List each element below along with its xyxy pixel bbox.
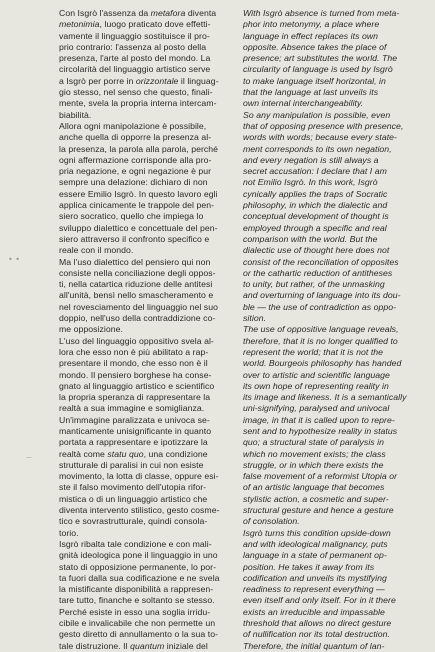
text-run: siero attraverso il confronto specifico e [59,233,210,244]
text-line [59,189,239,200]
text-line: philosophy, in which the dialectic and [243,200,388,211]
text-run: gnità ideologica pone il linguaggio in uno [59,550,218,561]
text-line [59,290,239,301]
text-run: sviluppo dialettico e concettuale del pen- [59,222,218,233]
text-line [59,618,239,629]
text-line: position. He takes it away from its [243,561,375,572]
text-line: So any manipulation is possible, even [243,109,391,120]
text-line: structural gesture and hence a gesture [243,505,394,516]
text-run: Perché esiste in esso una soglia irridu- [59,606,211,617]
text-run: presenza, l'arte al posto del mondo. La [59,53,211,64]
text-line [59,19,239,30]
italian-paragraph [59,8,239,121]
text-run: nel rovesciamento del linguaggio nel suo [59,301,218,312]
text-line: that of opposing presence with presence, [243,120,404,131]
text-line [59,223,239,234]
text-line [59,268,239,279]
text-line [59,98,239,109]
text-line [59,607,239,618]
italic-term: metafora [150,8,186,18]
text-line: readiness to represent everything — [243,584,385,595]
text-line [59,8,239,19]
text-run: realtà a sua immagine e somiglianza. [59,403,205,414]
italic-term: quantum [130,640,165,651]
text-run: anche quella di opporre la presenza al- [59,132,212,143]
text-line: quo; a structural state of paralysis in [243,437,385,448]
text-run: portata a rappresentare e ipotizzare la [59,437,208,448]
text-line: false movement of a reformist Utopia or [243,471,398,482]
text-line [59,629,239,640]
text-line: not Emilio Isgrò. In this work, Isgrò [243,177,378,188]
text-run: , una condizione [143,448,208,459]
text-run: me opposizione. [59,324,124,335]
text-run: gesto diretto di annullamento o la sua to- [59,629,219,640]
text-line [59,539,239,550]
italian-paragraph [59,539,239,652]
text-line: or the cathartic reduction of antitheses [243,267,393,278]
text-line [59,358,239,369]
text-line: words with words; because every state- [243,132,397,143]
text-line [59,110,239,121]
text-line [59,42,239,53]
english-paragraph [243,110,419,325]
text-line: and with ideological malignancy, puts [243,538,388,549]
text-line: over to artistic and scientific language [243,369,390,380]
english-text-column [243,8,419,652]
text-line [59,155,239,166]
text-line: consist of the reconciliation of opposites [243,256,399,267]
italian-paragraph [59,336,239,539]
text-line [59,200,239,211]
text-run: ogni affermazione corrisponde alla pro- [59,154,212,165]
text-line [59,516,239,527]
text-run: biabilità. [59,109,92,120]
text-line: sition. [243,313,267,324]
text-line: circularity of language is used by Isgrò [243,64,393,75]
text-run: il linguag- [178,75,219,86]
text-line: The use of oppositive language reveals, [243,324,399,335]
text-line: comparison with the world. But the [243,233,378,244]
text-run: mente, svela la propria interna intercam- [59,98,217,109]
text-line [59,324,239,335]
italic-term: orizzontale [135,75,179,86]
text-line [59,144,239,155]
text-run: stato di opposizione permanente, lo por- [59,561,217,572]
text-line: Therefore, the initial quantum of lan- [243,640,385,651]
text-line [59,471,239,482]
text-run: mistica o di un linguaggio artistico che [59,493,208,504]
text-line [59,87,239,98]
text-line: own internal interchangeability. [243,98,364,109]
text-run: Ma l'uso dialettico del pensiero qui non [59,256,211,267]
text-run: a Isgrò per porre in [59,75,136,86]
text-line: ble — the use of contradiction as oppo- [243,301,397,312]
margin-mark-small: — [26,454,32,461]
text-run: ste il falso movimento dell'utopia rifor- [59,482,207,493]
text-line: even itself and only itself. For in it there [243,595,396,606]
text-line [59,257,239,268]
text-line: uni-signifying, paralysed and univocal [243,403,390,414]
text-line [59,64,239,75]
text-run: presentare il mondo, che esso non è il [59,358,208,369]
text-run: torio. [59,527,79,538]
english-paragraph [243,8,419,110]
text-run: sempre una delazione: dichiaro di non [59,177,208,188]
text-run: L'uso del linguaggio oppositivo svela al- [59,335,214,346]
text-run: manticamente unisignificante in quanto [59,425,212,436]
text-line [59,234,239,245]
text-run: circolarità del linguaggio artistico serve [59,64,211,75]
text-run: , luogo praticato dove effetti- [99,19,211,30]
text-line [59,279,239,290]
text-line: struggle, or in which there exists the [243,459,384,470]
italic-term: statu quo [107,448,144,459]
text-line [59,76,239,87]
text-line [59,437,239,448]
text-line [59,347,239,358]
text-run: mondo. Il pensiero borghese ha conse- [59,369,212,380]
text-line [59,53,239,64]
text-run: la presenza, la parola alla parola, perché [59,143,219,154]
text-line [59,562,239,573]
text-line: presence; art substitutes the world. The [243,53,398,64]
italian-paragraph [59,257,239,336]
text-line: sent and to hypothesize reality in status [243,425,398,436]
text-line [59,211,239,222]
text-run: ta fuori dalla sua codificazione e ne svela [59,572,220,583]
text-run: lora che esso non è più abilitato a rap- [59,346,209,357]
text-line [59,121,239,132]
text-line: conceptual development of thought is [243,211,389,222]
text-run: Con Isgrò l'assenza da [59,8,151,18]
text-line: image, in that it is called upon to repre- [243,414,395,425]
text-run: tico e sovrastrutturale, quindi consola- [59,516,208,527]
text-run: iniziale del [164,640,208,651]
text-line: and every negation is still always a [243,154,379,165]
text-line: of nullification nor its total destruction. [243,629,391,640]
text-line: secret accusation: I declare that I am [243,166,387,177]
text-line [59,403,239,414]
text-line [59,245,239,256]
text-line [59,595,239,606]
text-run: applica cinicamente le trappole del pen- [59,200,215,211]
text-line [59,505,239,516]
text-run: essere Emilio Isgrò. In questo lavoro egli [59,188,218,199]
text-run: prio contrario: l'assenza al posto della [59,41,207,52]
text-line: Isgrò turns this condition upside-down [243,527,391,538]
text-run: Isgrò ribalta tale condizione e con mali- [59,538,212,549]
text-run: pria negazione, e ogni negazione è pur [59,166,212,177]
text-line [59,415,239,426]
text-line: cynically applies the traps of Socratic [243,188,388,199]
text-line [59,166,239,177]
text-run: Un'immagine paralizzata e univoca se- [59,414,210,425]
text-line: represent the world; that it is not the [243,346,384,357]
text-line [59,494,239,505]
english-paragraph [243,528,419,652]
text-line: dialectic use of thought here does not [243,245,390,256]
italian-text-column [59,8,239,652]
text-line: With Isgrò absence is turned from meta- [243,8,400,18]
text-run: consiste nella conciliazione degli oppos- [59,267,216,278]
text-line: threshold that allows no direct gesture [243,618,392,629]
text-run: tare tutto, finanche e soltanto se stesso. [59,595,215,606]
text-line: employed through a specific and real [243,222,387,233]
text-line: to make language itself horizontal, in [243,75,386,86]
text-line: its image and likeness. It is a semantically [243,392,407,403]
text-line [59,550,239,561]
text-line [59,460,239,471]
text-line: language in effect replaces its own [243,30,379,41]
text-line: which no movement exists; the class [243,448,386,459]
text-run: la mistificante disponibilità a rappresen- [59,584,214,595]
text-line [59,336,239,347]
text-line [59,313,239,324]
text-run: movimento, la lotta di classe, oppure esi- [59,471,219,482]
text-run: tale distruzione. Il [59,640,131,651]
text-line: codification and unveils its mystifying [243,572,387,583]
text-run: strutturale di paralisi in cui non esiste [59,459,204,470]
text-line [59,449,239,460]
text-run: gio stesso, nel senso che questo, finali- [59,87,213,98]
english-paragraph [243,324,419,527]
text-line: of consolation. [243,516,300,527]
text-run: gnato al linguaggio artistico e scientifico [59,380,215,391]
text-run: doppio, nell'uso della contraddizione co- [59,313,216,324]
text-line: ment corresponds to its own negation, [243,143,392,154]
text-line [59,641,239,652]
text-line: and overturning of language into its dou- [243,290,401,301]
text-line [59,177,239,188]
text-line [59,426,239,437]
text-line: to unity, but rather, of the unmasking [243,279,385,290]
text-line [59,370,239,381]
text-run: diventa [185,8,217,18]
text-line [59,392,239,403]
text-line: of an artistic language that becomes [243,482,385,493]
text-run: ti, nella catartica riduzione delle antitesi [59,279,213,290]
text-run: siero socratico, quello che impiega lo [59,211,204,222]
italic-term: metonimia [59,19,100,30]
text-run: cibile e invalicabile che non permette un [59,618,216,629]
text-run: realtà come [59,448,108,459]
text-run: vamente il linguaggio sostituisce il pro- [59,30,210,41]
text-run: diventa intervento stilistico, gesto cosme- [59,505,220,516]
text-line [59,584,239,595]
text-line [59,31,239,42]
text-line: language in a state of permanent op- [243,550,387,561]
text-line [59,528,239,539]
text-line [59,302,239,313]
text-line: that the language at last unveils its [243,87,379,98]
text-line: stylistic action, a cosmetic and super- [243,493,389,504]
text-line: therefore, that it is no longer qualified to [243,335,398,346]
text-line: world. Bourgeois philosophy has handed [243,358,402,369]
text-line [59,381,239,392]
text-line [59,482,239,493]
text-run: Allora ogni manipolazione è possibile, [59,120,207,131]
text-line: opposite. Absence takes the place of [243,41,387,52]
text-line: its own hope of representing reality in [243,380,389,391]
text-run: la propria speranza di rappresentare la [59,392,211,403]
text-line [59,132,239,143]
margin-mark: • • [8,255,20,264]
text-run: all'unità, bensì nello smascheramento e [59,290,214,301]
text-line: exists an irreducible and impassable [243,606,385,617]
text-run: reale con il mondo. [59,245,134,256]
text-line [59,573,239,584]
italian-paragraph [59,121,239,257]
text-line: phor into metonymy, a place where [243,19,380,30]
